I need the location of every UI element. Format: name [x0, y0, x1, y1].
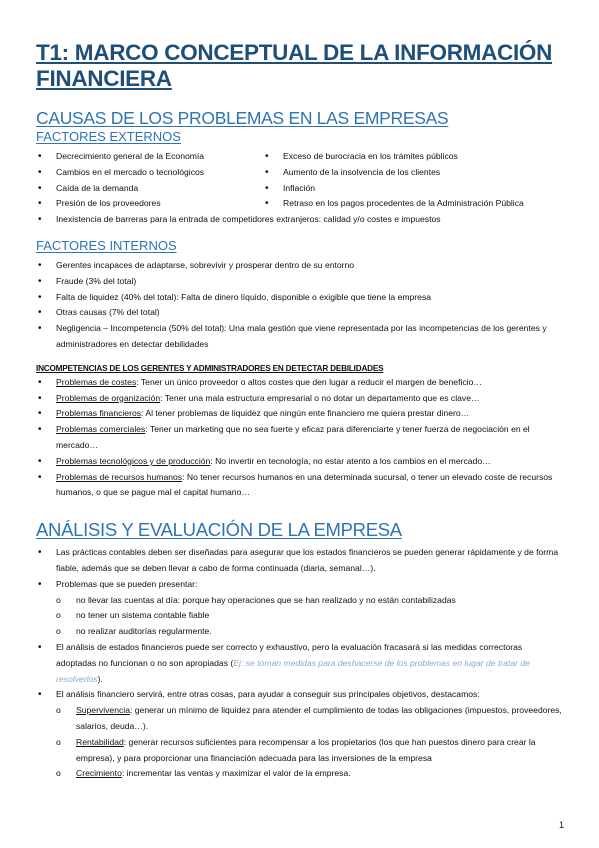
term: Problemas tecnológicos y de producción: [56, 455, 211, 466]
document-page: [36, 40, 564, 782]
sub-list-item: [36, 703, 564, 735]
term-text: : Al tener problemas de liquidez que ningún ente financiero me quiera prestar dinero…: [141, 408, 470, 419]
list-item: [36, 391, 564, 407]
term: Problemas financieros: [56, 408, 142, 419]
problemas-sublist: [36, 593, 564, 640]
subheading-factores-internos: FACTORES INTERNOS: [36, 237, 177, 253]
term-text: : generar recursos suficientes para recompensar a los propietarios (los que han puestos dinero para crear la empresa), y para proporcionar una financiación adecuada para las inversiones de la empresa: [76, 736, 536, 763]
term: Rentabilidad: [76, 736, 124, 747]
paragraph-text: El análisis de estados financieros puede ser correcto y exhaustivo, pero la evaluación fracasará si las medidas correctoras adoptadas no funcionan o no son apropiadas (: [56, 641, 523, 668]
sub-list-item: [36, 735, 564, 767]
analisis-list: [36, 545, 564, 592]
list-item: • Inflación: [263, 181, 563, 197]
term-text: : generar un mínimo de liquidez para atender el cumplimiento de todas las obligaciones (impuestos, proveedores, salarios, deuda…).: [76, 705, 562, 731]
list-item: • Gerentes incapaces de adaptarse, sobrevivir y prosperar dentro de su entorno: [36, 258, 564, 274]
list-item: • Retraso en los pagos procedentes de la Administración Pública: [263, 196, 563, 212]
section-heading-analisis: ANÁLISIS Y EVALUACIÓN DE LA EMPRESA: [36, 519, 402, 541]
objetivos-sublist: [36, 703, 564, 782]
incompetencias-heading: INCOMPETENCIAS DE LOS GERENTES Y ADMINISTRADORES EN DETECTAR DEBILIDADES: [36, 363, 384, 373]
list-item: • Exceso de burocracia en los trámites públicos: [263, 149, 563, 165]
term: Crecimiento: [76, 768, 122, 779]
externos-list-col1: [36, 149, 263, 212]
term-text: : No tener recursos humanos en una determinada sucursal, o tener un elevado coste de recursos humanos, o que se pague mal el capital humano…: [56, 471, 553, 498]
analisis-list-2: [36, 640, 564, 703]
list-item: [36, 640, 564, 687]
incompetencias-list: [36, 375, 564, 501]
externos-list-col2: [263, 149, 563, 212]
list-item: [36, 470, 564, 502]
list-item: • Falta de liquidez (40% del total): Falta de dinero líquido, disponible o exigible que tiene la empresa: [36, 290, 564, 306]
term: Supervivencia: [76, 705, 130, 716]
page-number: 1: [559, 820, 565, 830]
list-item: • Aumento de la insolvencia de los clientes: [263, 165, 563, 181]
list-item: • Cambios en el mercado o tecnológicos: [36, 165, 263, 181]
list-item: • Presión de los proveedores: [36, 196, 263, 212]
section-heading-causas: CAUSAS DE LOS PROBLEMAS EN LAS EMPRESAS: [36, 108, 449, 128]
term-text: : Tener una mala estructura empresarial o no dotar un departamento que es clave…: [160, 392, 480, 403]
list-item: • Fraude (3% del total): [36, 274, 564, 290]
document-title: T1: MARCO CONCEPTUAL DE LA INFORMACIÓN FINANCIERA: [36, 40, 553, 91]
paragraph-end: ).: [97, 673, 103, 684]
list-item: • Las prácticas contables deben ser diseñadas para asegurar que los estados financieros se pueden generar rápidamente y de forma fiable, además que se deben llevar a cabo de forma continuada (diaria, semanal…).: [36, 545, 564, 577]
sub-list-item: [36, 766, 564, 782]
term: Problemas comerciales: [56, 424, 146, 435]
term-text: : Tener un marketing que no sea fuerte y eficaz para diferenciarte y tener fuerza de negociación en el mercado…: [56, 424, 530, 450]
term: Problemas de organización: [56, 392, 161, 403]
list-item: • Otras causas (7% del total): [36, 305, 564, 321]
sub-list-item: o no llevar las cuentas al día: porque hay operaciones que se han realizado y no están contabilizadas: [36, 593, 564, 609]
list-item: • Negligencia – Incompetencia (50% del total): Una mala gestión que viene representada por las incompetencias de los gerentes y administradores en detectar debilidades: [36, 321, 564, 353]
term: Problemas de recursos humanos: [56, 471, 183, 482]
list-item: • Inexistencia de barreras para la entrada de competidores extranjeros: calidad y/o costes e impuestos: [36, 212, 564, 228]
sub-list-item: o no realizar auditorías regularmente.: [36, 624, 564, 640]
externos-full-list: [36, 212, 564, 228]
term-text: : No invertir en tecnología, no estar atento a los cambios en el mercado…: [210, 455, 491, 466]
list-item: • Decrecimiento general de la Economía: [36, 149, 263, 165]
term: Problemas de costes: [56, 376, 137, 387]
list-item: • El análisis financiero servirá, entre otras cosas, para ayudar a conseguir sus principales objetivos, destacamos:: [36, 687, 564, 703]
list-item: [36, 375, 564, 391]
list-item: • Caída de la demanda: [36, 181, 263, 197]
list-item: • Problemas que se pueden presentar:: [36, 577, 564, 593]
internos-list: [36, 258, 564, 353]
list-item: [36, 406, 564, 422]
list-item: [36, 422, 564, 454]
externos-columns: [36, 149, 564, 212]
term-text: : Tener un único proveedor o altos costes que den lugar a reducir el margen de beneficio…: [136, 376, 482, 387]
list-item: [36, 454, 564, 470]
term-text: : incrementar las ventas y maximizar el valor de la empresa.: [121, 768, 351, 779]
example-text: Ej: se toman medidas para deshacerse de los problemas en lugar de tratar de resolverlos: [56, 657, 530, 684]
subheading-factores-externos: FACTORES EXTERNOS: [36, 129, 181, 144]
sub-list-item: o no tener un sistema contable fiable: [36, 608, 564, 624]
